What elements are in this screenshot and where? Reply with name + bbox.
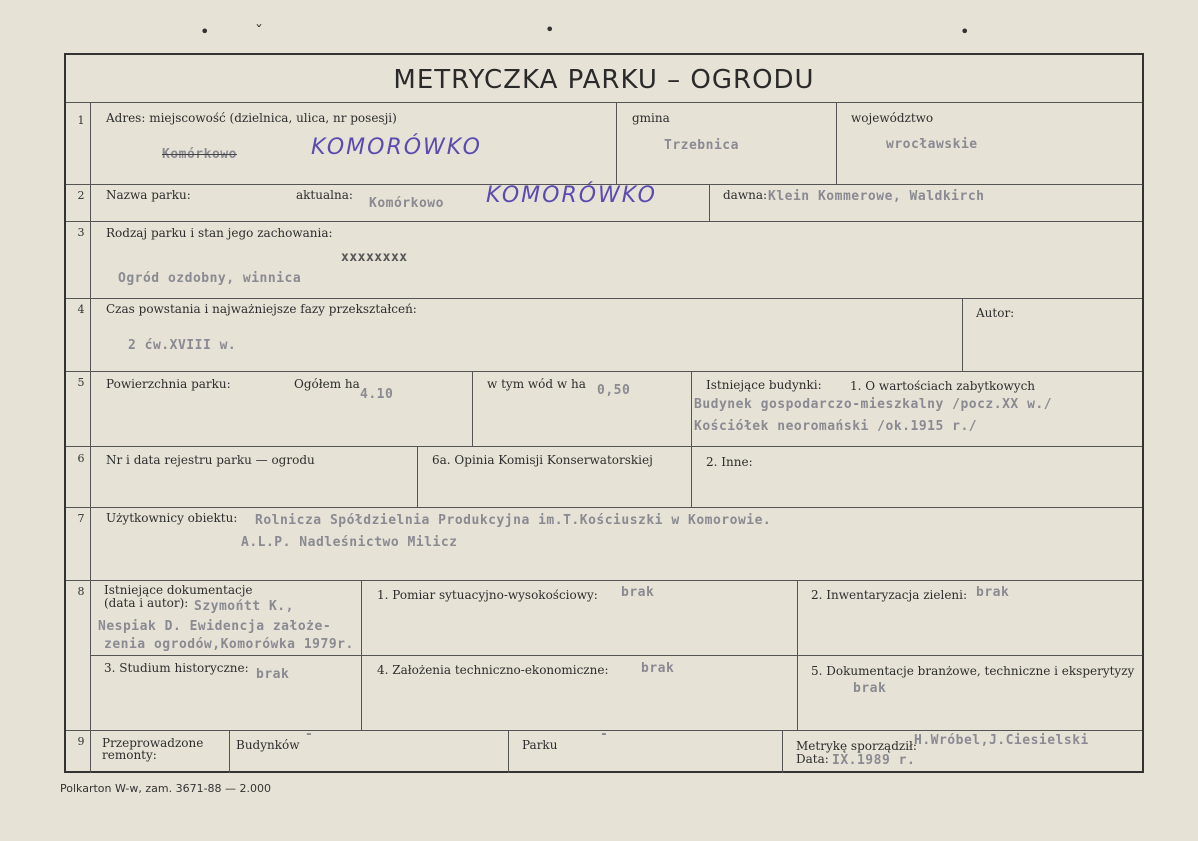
former-name-value: Klein Kommerowe, Waldkirch <box>768 189 985 204</box>
water-area-value: 0,50 <box>597 383 631 398</box>
park-repairs-label: Parku <box>522 738 558 752</box>
greenery-inventory-value: brak <box>976 585 1010 600</box>
cell-divider <box>782 730 783 773</box>
address-typed: Komórkowo <box>162 147 237 162</box>
cell-divider <box>417 446 418 507</box>
cell-divider <box>472 371 473 446</box>
row-divider <box>66 371 1142 372</box>
technical-assumptions-value: brak <box>641 661 675 676</box>
voivodeship-value: wrocławskie <box>886 137 978 152</box>
form-title: METRYCZKA PARKU – OGRODU <box>393 65 815 95</box>
water-area-label: w tym wód w ha <box>487 377 586 391</box>
building-1: Budynek gospodarczo-mieszkalny /pocz.XX w./ <box>694 397 1053 412</box>
branch-documentation-value: brak <box>853 681 887 696</box>
history-label: Czas powstania i najważniejsze fazy przekształceń: <box>106 302 417 316</box>
historical-study-label: 3. Studium historyczne: <box>104 661 249 675</box>
survey-label: 1. Pomiar sytuacyjno-wysokościowy: <box>377 588 598 602</box>
address-handwritten: KOMORÓWKO <box>311 135 482 160</box>
cell-divider <box>616 102 617 184</box>
row-number: 7 <box>77 512 85 525</box>
park-type-value: Ogród ozdobny, winnica <box>118 271 302 286</box>
total-area-value: 4.10 <box>360 387 394 402</box>
register-label: Nr i data rejestru parku — ogrodu <box>106 453 315 467</box>
documentation-sublabel: (data i autor): <box>104 596 189 610</box>
users-line-2: A.L.P. Nadleśnictwo Milicz <box>241 535 458 550</box>
prepared-by-label: Metrykę sporządził: <box>796 739 917 753</box>
opinion-label: 6a. Opinia Komisji Konserwatorskiej <box>432 453 653 467</box>
historic-buildings-label: 1. O wartościach zabytkowych <box>850 379 1036 393</box>
building-2: Kościółek neoromański /ok.1915 r./ <box>694 419 978 434</box>
cell-divider <box>797 580 798 730</box>
row-number: 3 <box>77 226 85 239</box>
existing-buildings-label: Istniejące budynki: <box>706 378 822 392</box>
date-value: IX.1989 r. <box>832 753 916 768</box>
current-name-handwritten: KOMORÓWKO <box>486 183 657 208</box>
form-frame <box>64 53 1144 773</box>
number-column-line <box>90 102 91 773</box>
park-name-label: Nazwa parku: <box>106 188 191 202</box>
voivodeship-label: województwo <box>851 111 934 125</box>
prepared-by-value: H.Wróbel,J.Ciesielski <box>914 733 1089 748</box>
repairs-sublabel: remonty: <box>102 748 157 762</box>
history-value: 2 ćw.XVIII w. <box>128 338 237 353</box>
survey-value: brak <box>621 585 655 600</box>
row-number: 6 <box>77 452 85 465</box>
row-divider <box>66 221 1142 222</box>
cell-divider <box>508 730 509 773</box>
row-number: 8 <box>77 585 85 598</box>
current-name-typed: Komórkowo <box>369 196 444 211</box>
gmina-label: gmina <box>632 111 670 125</box>
address-label: Adres: miejscowość (dzielnica, ulica, nr posesji) <box>106 111 397 125</box>
park-repairs-value: - <box>600 727 609 742</box>
author-label: Autor: <box>976 306 1015 320</box>
other-buildings-label: 2. Inne: <box>706 455 753 469</box>
row-divider <box>66 102 1142 103</box>
cell-divider <box>361 580 362 730</box>
users-label: Użytkownicy obiektu: <box>106 511 238 525</box>
cell-divider <box>709 184 710 221</box>
row-divider <box>66 298 1142 299</box>
struck-text: xxxxxxxx <box>341 250 408 265</box>
former-name-label: dawna: <box>723 188 768 202</box>
row-divider <box>66 446 1142 447</box>
cell-divider <box>691 371 692 507</box>
documentation-label: Istniejące dokumentacje <box>104 583 253 597</box>
park-type-label: Rodzaj parku i stan jego zachowania: <box>106 226 333 240</box>
historical-study-value: brak <box>256 667 290 682</box>
buildings-repairs-label: Budynków <box>236 738 300 752</box>
repairs-label: Przeprowadzone <box>102 736 204 750</box>
gmina-value: Trzebnica <box>664 138 739 153</box>
row-number: 1 <box>77 114 85 127</box>
technical-assumptions-label: 4. Założenia techniczno-ekonomiczne: <box>377 663 609 677</box>
cell-divider <box>962 298 963 371</box>
row-number: 9 <box>77 735 85 748</box>
documentation-line-1: Szymońtt K., <box>194 599 294 614</box>
row-divider <box>66 580 1142 581</box>
branch-documentation-label: 5. Dokumentacje branżowe, techniczne i eksperytyzy <box>811 664 1135 678</box>
area-label: Powierzchnia parku: <box>106 377 231 391</box>
row-number: 5 <box>77 376 85 389</box>
buildings-repairs-value: - <box>305 727 314 742</box>
users-line-1: Rolnicza Spółdzielnia Produkcyjna im.T.Kościuszki w Komorowie. <box>255 513 772 528</box>
cell-divider <box>229 730 230 773</box>
printer-imprint: Polkarton W-w, zam. 3671-88 — 2.000 <box>60 782 272 795</box>
row-number: 4 <box>77 303 85 316</box>
row-divider <box>90 655 1142 656</box>
greenery-inventory-label: 2. Inwentaryzacja zieleni: <box>811 588 968 602</box>
current-name-label: aktualna: <box>296 188 353 202</box>
date-label: Data: <box>796 752 829 766</box>
documentation-line-2: Nespiak D. Ewidencja założe- <box>98 619 332 634</box>
documentation-line-3: zenia ogrodów,Komorówka 1979r. <box>104 637 354 652</box>
row-number: 2 <box>77 189 85 202</box>
total-area-label: Ogółem ha <box>294 377 360 391</box>
row-divider <box>66 507 1142 508</box>
cell-divider <box>836 102 837 184</box>
